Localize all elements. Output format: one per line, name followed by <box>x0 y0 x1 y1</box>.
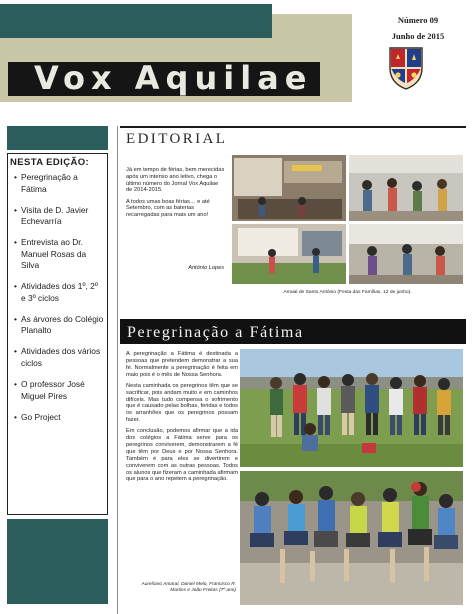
toc-item: • Atividades dos vários ciclos <box>14 346 104 369</box>
toc-item: • Entrevista ao Dr. Manuel Rosas da Silva <box>14 237 104 272</box>
editorial-rule <box>120 126 466 128</box>
pilgrimage-title: Peregrinação a Fátima <box>127 324 304 341</box>
sidebar-heading: NESTA EDIÇÃO: <box>10 157 90 168</box>
sidebar-top-bar <box>7 126 108 150</box>
festival-photo-collage <box>232 155 463 284</box>
pilgrimage-text <box>126 351 238 488</box>
sidebar-bottom-block <box>7 519 108 604</box>
newsletter-title: Vox Aquilae <box>34 59 313 97</box>
masthead-teal-bar <box>0 4 272 38</box>
pilgrimage-paragraph: Nesta caminhada os peregrinos têm que se sacrificar, pois andam muito e em caminhos difíceis. Mas tudo compensa o sofrimento que é causado pelas bolhas, feridas e todos os arranhões que os peregrinos possam fazer. <box>126 382 238 424</box>
editorial-paragraph: A todos umas boas férias… e até Setembro, com as baterias recarregadas para mais um ano! <box>126 198 210 219</box>
toc-item: • Peregrinação a Fátima <box>14 172 104 195</box>
toc-item: • O professor José Miguel Pires <box>14 379 104 402</box>
editorial-text <box>126 167 226 224</box>
toc-item: • Go Project <box>14 412 104 424</box>
column-divider <box>117 126 118 614</box>
pilgrimage-authors: Aurelíano Amaral, Daniel Melo, Francisco R. Martins e João Freitas (7º ano) <box>141 582 236 593</box>
school-crest-icon <box>388 46 424 90</box>
editorial-signature: António Lopes <box>188 265 224 271</box>
toc-item: • Visita de D. Javier Echevarría <box>14 205 104 228</box>
toc-item: • As árvores do Colégio Planalto <box>14 314 104 337</box>
issue-date: Junho de 2015 <box>391 31 445 41</box>
editorial-photo-caption: Arraial de Santo António (Festa das Famílias, 12 de junho). <box>283 290 412 295</box>
pilgrimage-paragraph: A peregrinação a Fátima é destinada a pessoas que pretendem demonstrar a sua fé. Normalmente a peregrinação é feita em maio pois é o mês de Nossa Senhora. <box>126 351 238 378</box>
editorial-title: EDITORIAL <box>126 131 228 147</box>
pilgrims-resting-photo <box>240 471 463 605</box>
toc-item: • Atividades dos 1º, 2º e 3º ciclos <box>14 281 104 304</box>
editorial-paragraph: Já em tempo de férias, bem merecidas após um intenso ano letivo, chega o último número do Jornal Vox Aquilae de 2014-2015. <box>126 167 225 194</box>
issue-number: Número 09 <box>397 15 439 25</box>
pilgrimage-paragraph: Em conclusão, podemos afirmar que a ida dos colégios a Fátima serve para os peregrinos conviverem, demonstrarem a fé que têm por Deus e por Nossa Senhora. Também é para eles se divertirem e conviverem com as outras pessoas. Todos os alunos que fizeram a caminhada afirmam que para o ano repetem a peregrinação. <box>126 428 238 483</box>
pilgrims-group-photo <box>240 349 463 467</box>
table-of-contents <box>14 172 104 433</box>
issue-info <box>370 12 466 44</box>
